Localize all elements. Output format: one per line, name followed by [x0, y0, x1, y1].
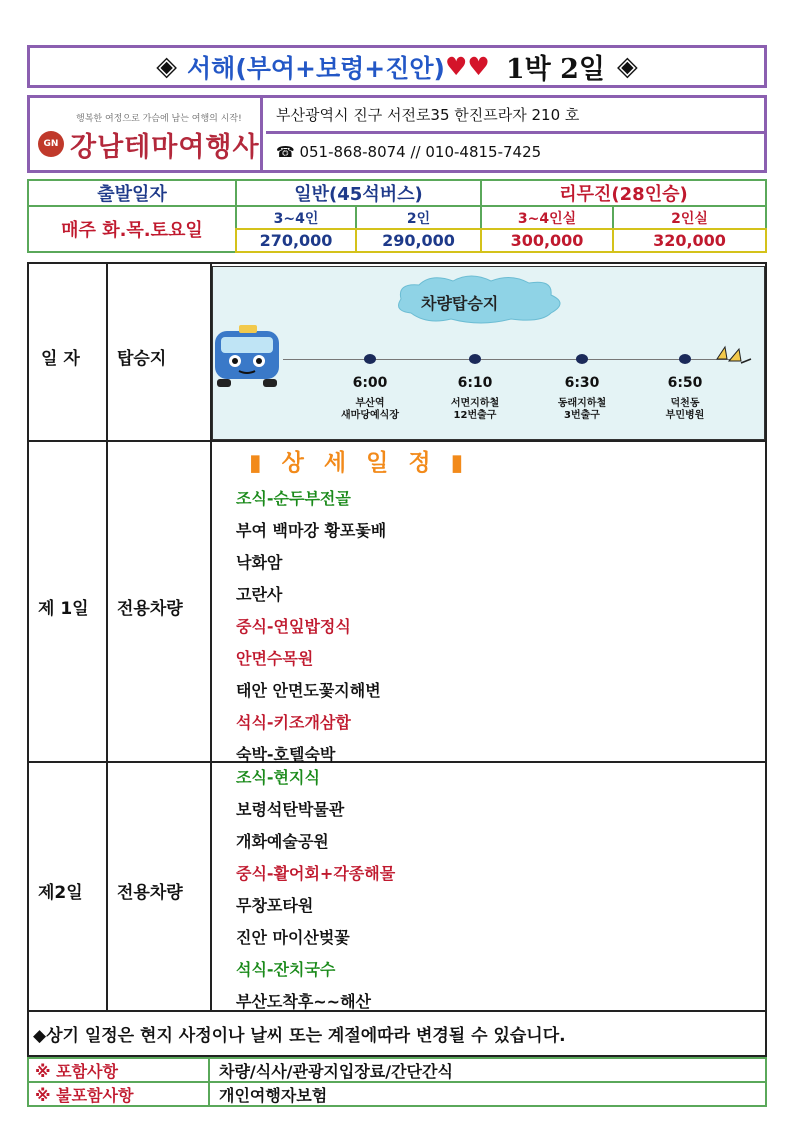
inclusion-table	[27, 1057, 767, 1107]
excluded-value: 개인여행자보험	[219, 1086, 328, 1105]
divider	[29, 440, 767, 442]
cloud-banner	[391, 273, 571, 327]
day2-item: 중식-활어회+각종해물	[236, 864, 396, 883]
stop-dot-icon	[576, 354, 588, 364]
day1-item: 태안 안면도꽃지해변	[236, 681, 381, 700]
col-board-header: 탑승지	[117, 349, 167, 369]
bus-icon	[213, 325, 285, 391]
route-line	[283, 359, 738, 360]
stop-name	[325, 398, 415, 422]
included-value: 차량/식사/관광지입장료/간단간식	[219, 1062, 453, 1081]
day1-vehicle: 전용차량	[117, 599, 183, 619]
stop-time: 6:00	[352, 375, 388, 391]
day2-item: 무창포타원	[236, 896, 314, 915]
company-phone: ☎ 051-868-8074 // 010-4815-7425	[276, 143, 542, 161]
stop-name-line1: 서면지하철	[450, 398, 500, 409]
stop-name-line2: 12번출구	[453, 410, 497, 421]
boarding-panel	[212, 266, 765, 440]
price-col: 3~4인	[235, 205, 357, 230]
price-value: 300,000	[480, 228, 614, 253]
departure-days: 매주 화.목.토요일	[27, 205, 237, 253]
price-value: 290,000	[355, 228, 482, 253]
price-value: 270,000	[235, 228, 357, 253]
diamond-icon: ◈	[616, 51, 638, 82]
day2-label: 제2일	[38, 883, 83, 903]
price-table	[27, 179, 767, 255]
stop-name	[430, 398, 520, 422]
stop-name	[640, 398, 730, 422]
stop-dot-icon	[364, 354, 376, 364]
price-col: 3~4인실	[480, 205, 614, 230]
divider	[29, 761, 767, 763]
schedule-table	[27, 262, 767, 1012]
stop-name-line1: 부산역	[355, 398, 385, 409]
day2-item: 조식-현지식	[236, 768, 320, 787]
day1-item: 낙화암	[236, 553, 283, 572]
col-date-header: 일 자	[41, 349, 80, 369]
departure-header: 출발일자	[27, 179, 237, 207]
stop-name-line2: 3번출구	[564, 410, 600, 421]
day2-item: 보령석탄박물관	[236, 800, 345, 819]
day1-label: 제 1일	[38, 599, 89, 619]
tour-duration: 1박 2일	[505, 54, 605, 85]
company-slogan: 행복한 여정으로 가슴에 남는 여행의 시작!	[76, 114, 242, 124]
day1-item: 고란사	[236, 585, 283, 604]
price-value: 320,000	[612, 228, 767, 253]
price-col: 2인실	[612, 205, 767, 230]
company-address: 부산광역시 진구 서전로35 한진프라자 210 호	[266, 98, 764, 134]
excluded-label: ※ 불포함사항	[35, 1086, 134, 1105]
day1-item: 중식-연잎밥정식	[236, 617, 351, 636]
stop-time: 6:10	[457, 375, 493, 391]
day2-item: 석식-잔치국수	[236, 960, 336, 979]
day1-item: 숙박-호텔숙박	[236, 745, 336, 764]
divider	[208, 1057, 210, 1107]
day1-item: 부여 백마강 황포돛배	[236, 521, 387, 540]
divider	[765, 1057, 767, 1107]
stop-time: 6:50	[667, 375, 703, 391]
day2-item: 부산도착후~~해산	[236, 992, 372, 1011]
tour-title: 서해(부여+보령+진안)	[187, 53, 445, 83]
day2-item: 진안 마이산벚꽃	[236, 928, 350, 947]
notice-text: ◆상기 일정은 현지 사정이나 날씨 또는 계절에따라 변경될 수 있습니다.	[27, 1012, 767, 1057]
company-logo	[30, 98, 263, 170]
day1-item: 석식-키조개삼합	[236, 713, 351, 732]
day1-item: 안면수목원	[236, 649, 314, 668]
day2-vehicle: 전용차량	[117, 883, 183, 903]
divider	[27, 1057, 29, 1107]
board-title: 차량탑승지	[421, 294, 499, 313]
stop-dot-icon	[679, 354, 691, 364]
divider	[106, 264, 108, 1012]
stop-dot-icon	[469, 354, 481, 364]
day1-item: 조식-순두부전골	[236, 489, 351, 508]
title-banner	[27, 45, 767, 88]
stop-name-line1: 덕천동	[670, 398, 700, 409]
hearts-icon: ♥♥	[444, 52, 490, 81]
day2-item: 개화예술공원	[236, 832, 329, 851]
price-col: 2인	[355, 205, 482, 230]
diamond-icon: ◈	[156, 51, 178, 82]
stop-time: 6:30	[564, 375, 600, 391]
bus-header: 일반(45석버스)	[235, 179, 482, 207]
company-box	[27, 95, 767, 173]
limo-header: 리무진(28인승)	[480, 179, 767, 207]
company-name: 강남테마여행사	[70, 132, 260, 163]
gn-logo-icon: GN	[38, 131, 64, 157]
stop-name-line1: 동래지하철	[557, 398, 607, 409]
stop-name	[537, 398, 627, 422]
included-label: ※ 포함사항	[35, 1062, 118, 1081]
stop-name-line2: 부민병원	[665, 410, 705, 421]
divider	[27, 1105, 767, 1107]
detail-header: ▮ 상 세 일 정 ▮	[249, 450, 470, 476]
stop-name-line2: 새마당예식장	[341, 410, 399, 421]
sparkle-icon	[713, 341, 753, 367]
